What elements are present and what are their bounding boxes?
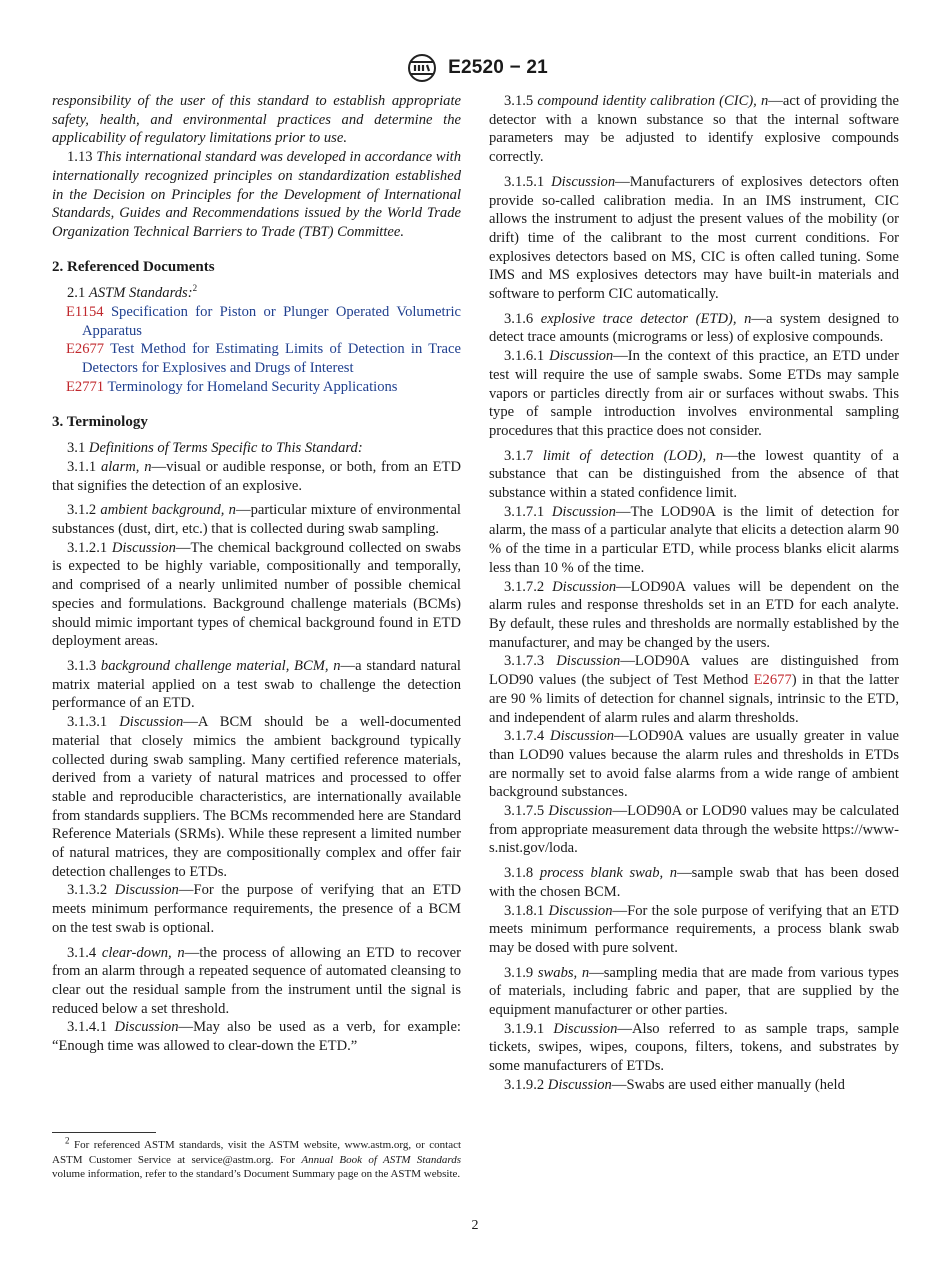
reference-e2771-link[interactable]: E2771 Terminology for Homeland Security Applications [66, 378, 398, 395]
footnote-2: $^2$ For referenced ASTM standards, visit the ASTM website, www.astm.org, or contact ASTM Customer Service at service@astm.org. For Annual Book of ASTM Standards volume information, refer to the standard’s Document Summary page on the ASTM website. [52, 1135, 462, 1180]
reference-e2677-link[interactable]: E2677 Test Method for Estimating Limits of Detection in Trace Detectors for Explosives and Drugs of Interest [66, 341, 461, 377]
discussion-3-1-4-1: 3.1.4.1 Discussion—May also be used as a verb, for example: “Enough time was allowed to clear-down the ETD.” [52, 1019, 461, 1055]
definition-3-1-2: 3.1.2 ambient background, n—particular mixture of environmental substances (dust, dirt, etc.) that is collected during swab sampling. [52, 502, 461, 538]
reference-e1154-link[interactable]: E1154 Specification for Piston or Plunger Operated Volumetric Apparatus [66, 304, 461, 339]
definition-3-1-1: 3.1.1 alarm, n—visual or audible response, or both, from an ETD that signifies the detection of an explosive. [52, 458, 461, 494]
page-number: 2 [471, 1218, 479, 1233]
discussion-3-1-7-1: 3.1.7.1 Discussion—The LOD90A is the limit of detection for alarm, the mass of a particular analyte that elicits a detection alarm 90 % of the time in a particular ETD, while process blanks elicit alarms less than 10 % of the time. [489, 503, 900, 576]
definition-3-1-6: 3.1.6 explosive trace detector (ETD), n—a system designed to detect trace amounts (micrograms or less) of explosive compounds. [489, 310, 899, 346]
definition-3-1-5: 3.1.5 compound identity calibration (CIC), n—act of providing the detector with a known substance so that the internal software parameters may be adjusted to identify explosive compounds correctly. [489, 93, 899, 166]
discussion-3-1-9-2: 3.1.9.2 Discussion—Swabs are used either manually (held [504, 1076, 845, 1093]
discussion-3-1-7-4: 3.1.7.4 Discussion—LOD90A values are usually greater in value than LOD90 values because the alarm rules and thresholds in ETDs are normally set to avoid false alarms from a wide range of ambient background substances. [489, 728, 899, 801]
standard-designation: E2520 − 21 [448, 57, 548, 78]
definition-3-1-8: 3.1.8 process blank swab, n—sample swab that has been dosed with the chosen BCM. [489, 865, 899, 900]
discussion-3-1-6-1: 3.1.6.1 Discussion—In the context of this practice, an ETD under test will require the use of sample swabs. Some ETDs may sample vapors or particles directly from air or surfaces without swabs. This type of sample introduction involves environmental sampling procedures that this practice does not consider. [489, 348, 899, 439]
section-1-13: 1.13 This international standard was developed in accordance with internationally recognized principles on standardization established in the Decision on Principles for the Development of International Standards, Guides and Recommendations issued by the World Trade Organization Technical Barriers to Trade (TBT) Committee. [52, 149, 461, 240]
definition-3-1-7: 3.1.7 limit of detection (LOD), n—the lowest quantity of a substance that can be distinguished from the absence of that substance within a stated confidence limit. [489, 447, 899, 502]
section-heading-terminology: 3. Terminology [52, 413, 148, 430]
footnote-divider [52, 1132, 156, 1133]
discussion-3-1-7-2: 3.1.7.2 Discussion—LOD90A values will be dependent on the alarm rules and response thresholds set in an ETD for each analyte. By default, these rules and thresholds are normally established by the manufacturer, and may be changed by the users. [489, 578, 899, 651]
discussion-3-1-3-2: 3.1.3.2 Discussion—For the purpose of verifying that an ETD meets minimum performance requirements, the presence of a BCM on the test swab is optional. [52, 882, 461, 936]
discussion-3-1-5-1: 3.1.5.1 Discussion—Manufacturers of explosives detectors often provide so-called calibration media. In an IMS instrument, CIC allows the instrument to adjust the present values of the mobility (or drift) time of the calibrant to the most current conditions. For explosives detectors based on MS, CIC is often called tuning. Some IMS and MS explosives detectors may have built-in materials and software to perform CIC automatically. [489, 173, 899, 303]
discussion-3-1-7-3: 3.1.7.3 Discussion—LOD90A values are distinguished from LOD90 values (the subject of Test Method E2677) in that the latter are 90 % limits of detection for channel signals, intrinsic to the ETD, and independent of alarm rules and alarm thresholds. [489, 653, 899, 726]
discussion-3-1-8-1: 3.1.8.1 Discussion—For the sole purpose of verifying that an ETD meets minimum performance requirements, a process blank swab may be dosed with pure solvent. [489, 902, 899, 956]
definition-3-1-4: 3.1.4 clear-down, n—the process of allowing an ETD to recover from an alarm through a repeated sequence of automated cleansing to clear out the residual sample from the instrument until the signal is reduced below a set threshold. [52, 944, 461, 1017]
definition-3-1-9: 3.1.9 swabs, n—sampling media that are made from various types of materials, including fabric and paper, that are supplied by the equipment manufacturer or other parties. [489, 964, 899, 1019]
definition-3-1: 3.1 Definitions of Terms Specific to This Standard: [67, 440, 363, 457]
discussion-3-1-3-1: 3.1.3.1 Discussion—A BCM should be a well-documented material that closely mimics the ambient background typically collected during swab sampling. Many certified reference materials, derived from a variety of natural matrices and processed to offer stable and reproducible characteristics, are internationally available from standards suppliers. The BCMs recommended here are Standard Reference Materials (SRMs). While these represent a limited number of natural matrices, they are compositionally complex and offer fair detection challenges to ETDs. [52, 714, 461, 880]
right-column [489, 92, 899, 1095]
left-column [52, 92, 461, 1056]
section-2-1: 2.1 ASTM Standards:$^2$ [67, 283, 198, 302]
astm-logo-icon [402, 52, 442, 84]
discussion-3-1-2-1: 3.1.2.1 Discussion—The chemical background collected on swabs is expected to be highly variable, compositionally and temporally, and comprised of a nearly unlimited number of possible chemical species and formulations. Background challenge materials (BCMs) should mimic important types of chemical background found in ETD deployment areas. [52, 539, 461, 650]
discussion-3-1-9-1: 3.1.9.1 Discussion—Also referred to as sample traps, sample tickets, swipes, wipes, coupons, filters, tokens, and substrates by some manufacturers of ETDs. [489, 1020, 899, 1075]
scope-intro-text: responsibility of the user of this standard to establish appropriate safety, health, and environmental practices and determine the applicability of regulatory limitations prior to use. [52, 93, 461, 147]
section-heading-referenced-documents: 2. Referenced Documents [52, 258, 215, 275]
e2677-inline-link[interactable]: E2677 [753, 672, 792, 689]
page-header [0, 52, 950, 89]
definition-3-1-3: 3.1.3 background challenge material, BCM, n—a standard natural matrix material applied on a test swab to challenge the detection performance of an ETD. [52, 657, 461, 712]
discussion-3-1-7-5: 3.1.7.5 Discussion—LOD90A or LOD90 values may be calculated from appropriate measurement data through the website https://www-s.nist.gov/loda. [489, 803, 899, 857]
